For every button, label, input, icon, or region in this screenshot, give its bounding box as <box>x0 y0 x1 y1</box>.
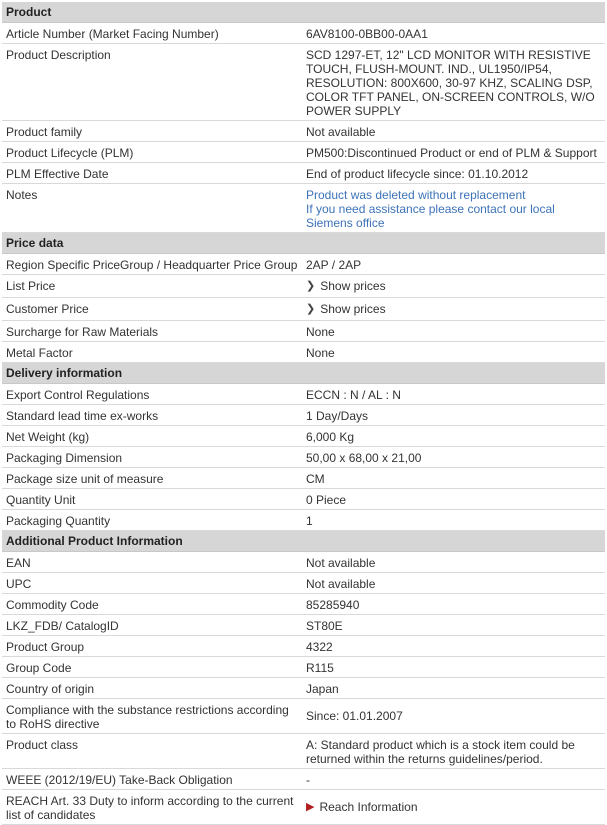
chevron-right-icon: ❯ <box>306 280 316 292</box>
table-row <box>2 489 605 510</box>
table-row <box>2 594 605 615</box>
row-value: 1 Day/Days <box>306 409 369 423</box>
table-row <box>2 384 605 405</box>
product-data-table <box>2 2 605 825</box>
row-value: Not available <box>306 125 376 139</box>
row-value: None <box>306 325 335 339</box>
table-row <box>2 121 605 142</box>
table-row <box>2 426 605 447</box>
row-value: PM500:Discontinued Product or end of PLM & Support <box>306 146 597 160</box>
table-row <box>2 298 605 321</box>
section-header-price: Price data <box>2 233 605 254</box>
list-price-show-prices-link[interactable]: Show prices <box>320 279 386 293</box>
table-row <box>2 790 605 825</box>
row-label: UPC <box>6 577 32 591</box>
row-label: Region Specific PriceGroup / Headquarter Price Group <box>6 258 298 272</box>
row-label: WEEE (2012/19/EU) Take-Back Obligation <box>6 773 233 787</box>
row-label: Customer Price <box>6 302 89 316</box>
row-label: LKZ_FDB/ CatalogID <box>6 619 119 633</box>
row-value: Japan <box>306 682 339 696</box>
table-row <box>2 468 605 489</box>
row-value: R115 <box>306 661 334 675</box>
table-row <box>2 44 605 121</box>
row-label: Standard lead time ex-works <box>6 409 159 423</box>
row-label: Country of origin <box>6 682 95 696</box>
table-row <box>2 405 605 426</box>
table-row <box>2 342 605 363</box>
row-label: Packaging Quantity <box>6 514 111 528</box>
chevron-right-icon: ❯ <box>306 303 316 315</box>
row-label: Package size unit of measure <box>6 472 164 486</box>
section-header-product: Product <box>2 2 605 23</box>
row-value: End of product lifecycle since: 01.10.2012 <box>306 167 529 181</box>
row-value: 50,00 x 68,00 x 21,00 <box>306 451 422 465</box>
row-label: REACH Art. 33 Duty to inform according to the current list of candidates <box>6 794 294 822</box>
row-label: Export Control Regulations <box>6 388 150 402</box>
contact-siemens-link[interactable]: If you need assistance please contact our local Siemens office <box>306 202 555 230</box>
row-label: PLM Effective Date <box>6 167 109 181</box>
row-label: List Price <box>6 279 56 293</box>
table-row <box>2 23 605 44</box>
row-value <box>302 790 605 824</box>
section-header-delivery: Delivery information <box>2 363 605 384</box>
row-value: Since: 01.01.2007 <box>306 709 403 723</box>
row-value: Not available <box>306 577 376 591</box>
row-value: CM <box>306 472 325 486</box>
row-label: Surcharge for Raw Materials <box>6 325 159 339</box>
row-label: Product class <box>6 738 79 752</box>
row-value: 4322 <box>306 640 333 654</box>
row-label: Quantity Unit <box>6 493 76 507</box>
chevron-right-icon: ▶ <box>306 801 315 813</box>
row-value: 1 <box>306 514 313 528</box>
row-value: 2AP / 2AP <box>306 258 362 272</box>
deleted-product-link[interactable]: Product was deleted without replacement <box>306 188 526 202</box>
row-value: 0 Piece <box>306 493 347 507</box>
table-row <box>2 510 605 531</box>
row-value: ECCN : N / AL : N <box>306 388 401 402</box>
table-row <box>2 254 605 275</box>
customer-price-show-prices-link[interactable]: Show prices <box>320 302 386 316</box>
row-value: 6AV8100-0BB00-0AA1 <box>306 27 428 41</box>
row-value: Not available <box>306 556 376 570</box>
row-value: - <box>306 773 310 787</box>
row-value: None <box>306 346 335 360</box>
row-label: Compliance with the substance restrictions according to RoHS directive <box>6 703 289 731</box>
table-row <box>2 163 605 184</box>
row-label: Product Group <box>6 640 85 654</box>
reach-information-link[interactable]: Reach Information <box>319 800 418 814</box>
row-label: Product Lifecycle (PLM) <box>6 146 134 160</box>
row-value: SCD 1297-ET, 12" LCD MONITOR WITH RESISTIVE TOUCH, FLUSH-MOUNT. IND., UL1950/IP54, RESOLUTION: 800X600, 30-97 KHZ, SCALING DSP, COLOR TFT PANEL, ON-SCREEN CONTROLS, W/O POWER SUPPLY <box>306 48 595 118</box>
table-row <box>2 552 605 573</box>
table-row <box>2 184 605 233</box>
table-row <box>2 699 605 734</box>
row-label: EAN <box>6 556 31 570</box>
row-label: Notes <box>6 188 38 202</box>
table-row <box>2 321 605 342</box>
row-label: Metal Factor <box>6 346 73 360</box>
table-row <box>2 636 605 657</box>
section-header-additional: Additional Product Information <box>2 531 605 552</box>
row-label: Group Code <box>6 661 72 675</box>
row-value <box>302 275 605 297</box>
table-row <box>2 657 605 678</box>
row-label: Packaging Dimension <box>6 451 123 465</box>
row-label: Product Description <box>6 48 111 62</box>
table-row <box>2 678 605 699</box>
row-value: A: Standard product which is a stock item could be returned within the returns guidelines/period. <box>306 738 575 766</box>
notes-value <box>302 184 605 232</box>
row-value: ST80E <box>306 619 343 633</box>
table-row <box>2 447 605 468</box>
row-value: 85285940 <box>306 598 360 612</box>
table-row <box>2 615 605 636</box>
table-row <box>2 142 605 163</box>
table-row <box>2 734 605 769</box>
row-label: Net Weight (kg) <box>6 430 90 444</box>
table-row <box>2 769 605 790</box>
row-value <box>302 298 605 320</box>
row-value: 6,000 Kg <box>306 430 355 444</box>
row-label: Article Number (Market Facing Number) <box>6 27 219 41</box>
table-row <box>2 275 605 298</box>
row-label: Product family <box>6 125 83 139</box>
table-row <box>2 573 605 594</box>
row-label: Commodity Code <box>6 598 99 612</box>
